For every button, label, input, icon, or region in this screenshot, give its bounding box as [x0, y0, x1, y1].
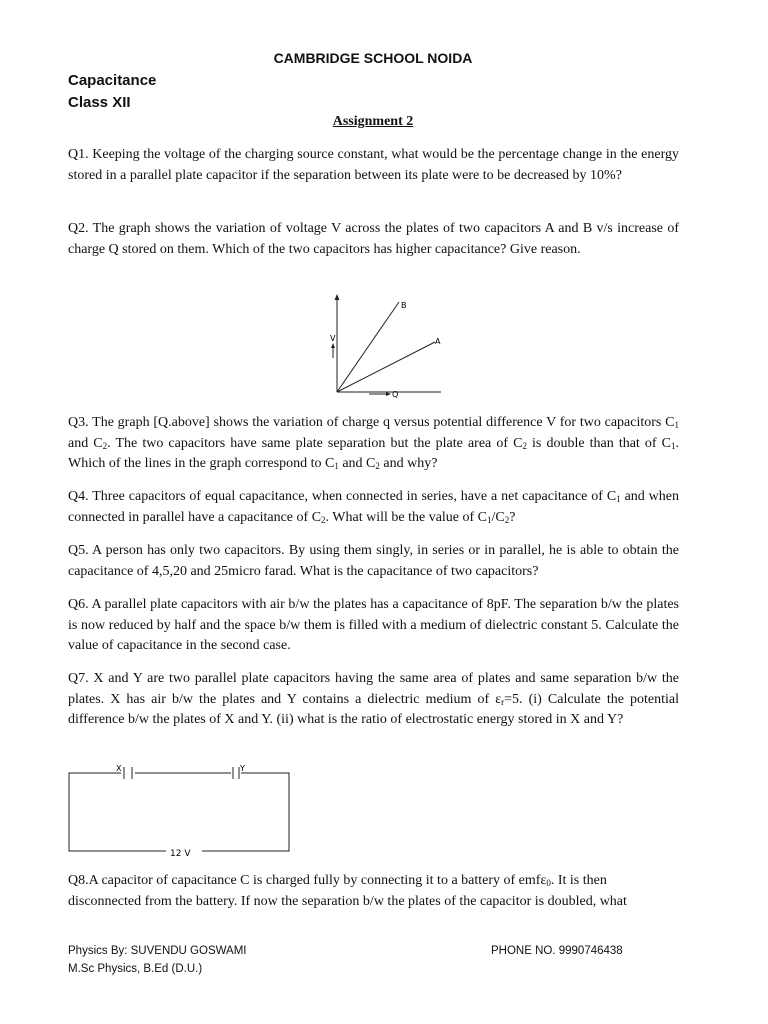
battery-label: 12 V — [170, 849, 191, 859]
footer-author: Physics By: SUVENDU GOSWAMI — [68, 945, 247, 957]
q7-text: =5. (i) Calculate the potential difference b/w the plates of X and Y. (ii) what is the ratio of electrostatic energy stored in X and Y? — [68, 691, 679, 727]
q3-sub: 1 — [334, 461, 339, 471]
q8-sub: 0 — [546, 878, 551, 888]
q4-text: Q4. Three capacitors of equal capacitance, when connected in series, have a net capacitance of C — [68, 489, 617, 504]
q4-text: /C — [491, 509, 505, 525]
q7-text: Q7. X and Y are two parallel plate capacitors having the same area of plates and same separation b/w the plates. X has air b/w the plates and Y contains a dielectric medium of ε — [68, 671, 679, 707]
school-name: CAMBRIDGE SCHOOL NOIDA — [273, 50, 473, 66]
capacitor-x-label: X — [116, 764, 122, 773]
question-1: Q1. Keeping the voltage of the charging source constant, what would be the percentage change in the energy stored in a parallel plate capacitor if the separation between its plate were to be decreased by 10%? — [68, 147, 679, 183]
question-4 — [68, 487, 679, 528]
question-3 — [68, 413, 679, 475]
graph-x-label: Q — [392, 390, 399, 399]
voltage-charge-graph — [325, 292, 445, 402]
graph-line-a — [337, 342, 435, 392]
subject-title: Capacitance — [68, 72, 157, 89]
assignment-title: Assignment 2 — [332, 114, 414, 129]
question-5: Q5. A person has only two capacitors. By using them singly, in series or in parallel, he is able to obtain the capacitance of 4,5,20 and 25micro farad. What is the capacitance of two capacitors? — [68, 543, 679, 579]
q3-text: and C — [338, 456, 376, 471]
gap-mask — [121, 768, 135, 778]
question-7 — [68, 669, 679, 731]
q3-sub: 2 — [102, 440, 108, 451]
q3-sub: 2 — [375, 461, 380, 471]
graph-y-label: V — [330, 334, 336, 343]
q4-sub: 1 — [616, 494, 621, 504]
q3-text: and why? — [379, 456, 438, 471]
q7-sub: r — [501, 696, 505, 707]
question-6: Q6. A parallel plate capacitors with air b/w the plates has a capacitance of 8pF. The separation b/w the plates is now reduced by half and the space b/w them is filled with a medium of dielectric constant 5. Calculate the value of capacitance in the second case. — [68, 597, 679, 653]
q4-sub: 2 — [504, 514, 510, 525]
subject-block — [68, 70, 156, 114]
graph-y-axis-arrow — [335, 294, 340, 300]
q4-text: . What will be the value of C — [325, 509, 488, 525]
circuit-loop — [69, 773, 289, 851]
q3-sub: 2 — [522, 440, 527, 451]
footer-qualification: M.Sc Physics, B.Ed (D.U.) — [68, 963, 203, 975]
q8-text: . It is then disconnected from the battery. If now the separation b/w the plates of the capacitor is doubled, what — [68, 873, 627, 909]
question-8 — [68, 871, 679, 912]
q4-text: ? — [509, 509, 516, 525]
q4-text: and when connected in parallel have a capacitance of C — [68, 489, 680, 525]
capacitor-circuit-diagram — [66, 762, 296, 862]
q3-text: and C — [68, 435, 103, 451]
q3-text: Q3. The graph [Q.above] shows the variation of charge q versus potential difference V for two capacitors C — [68, 415, 675, 430]
capacitor-y-label: Y — [240, 764, 245, 773]
graph-y-label-arrowhead — [331, 343, 335, 348]
graph-label-a: A — [435, 337, 441, 346]
graph-line-b — [337, 302, 399, 392]
q4-sub: 1 — [487, 514, 492, 525]
question-2: Q2. The graph shows the variation of voltage V across the plates of two capacitors A and B v/s increase of charge Q stored on them. Which of the two capacitors has higher capacitance? Give reason. — [68, 221, 679, 257]
q3-sub: 1 — [670, 440, 676, 451]
graph-label-b: B — [401, 301, 407, 310]
graph-x-label-arrowhead — [386, 392, 391, 396]
q3-text: . Which of the lines in the graph correspond to C — [68, 435, 679, 471]
q8-text: Q8.A capacitor of capacitance C is charged fully by connecting it to a battery of emfε — [68, 873, 547, 888]
q3-text: . The two capacitors have same plate separation but the plate area of C — [107, 435, 523, 451]
q3-text: is double than that of C — [526, 435, 671, 451]
q3-sub: 1 — [674, 420, 679, 430]
footer-phone: PHONE NO. 9990746438 — [491, 945, 623, 957]
q4-sub: 2 — [321, 514, 326, 525]
footer-author-block — [68, 942, 247, 978]
class-label: Class XII — [68, 94, 131, 111]
